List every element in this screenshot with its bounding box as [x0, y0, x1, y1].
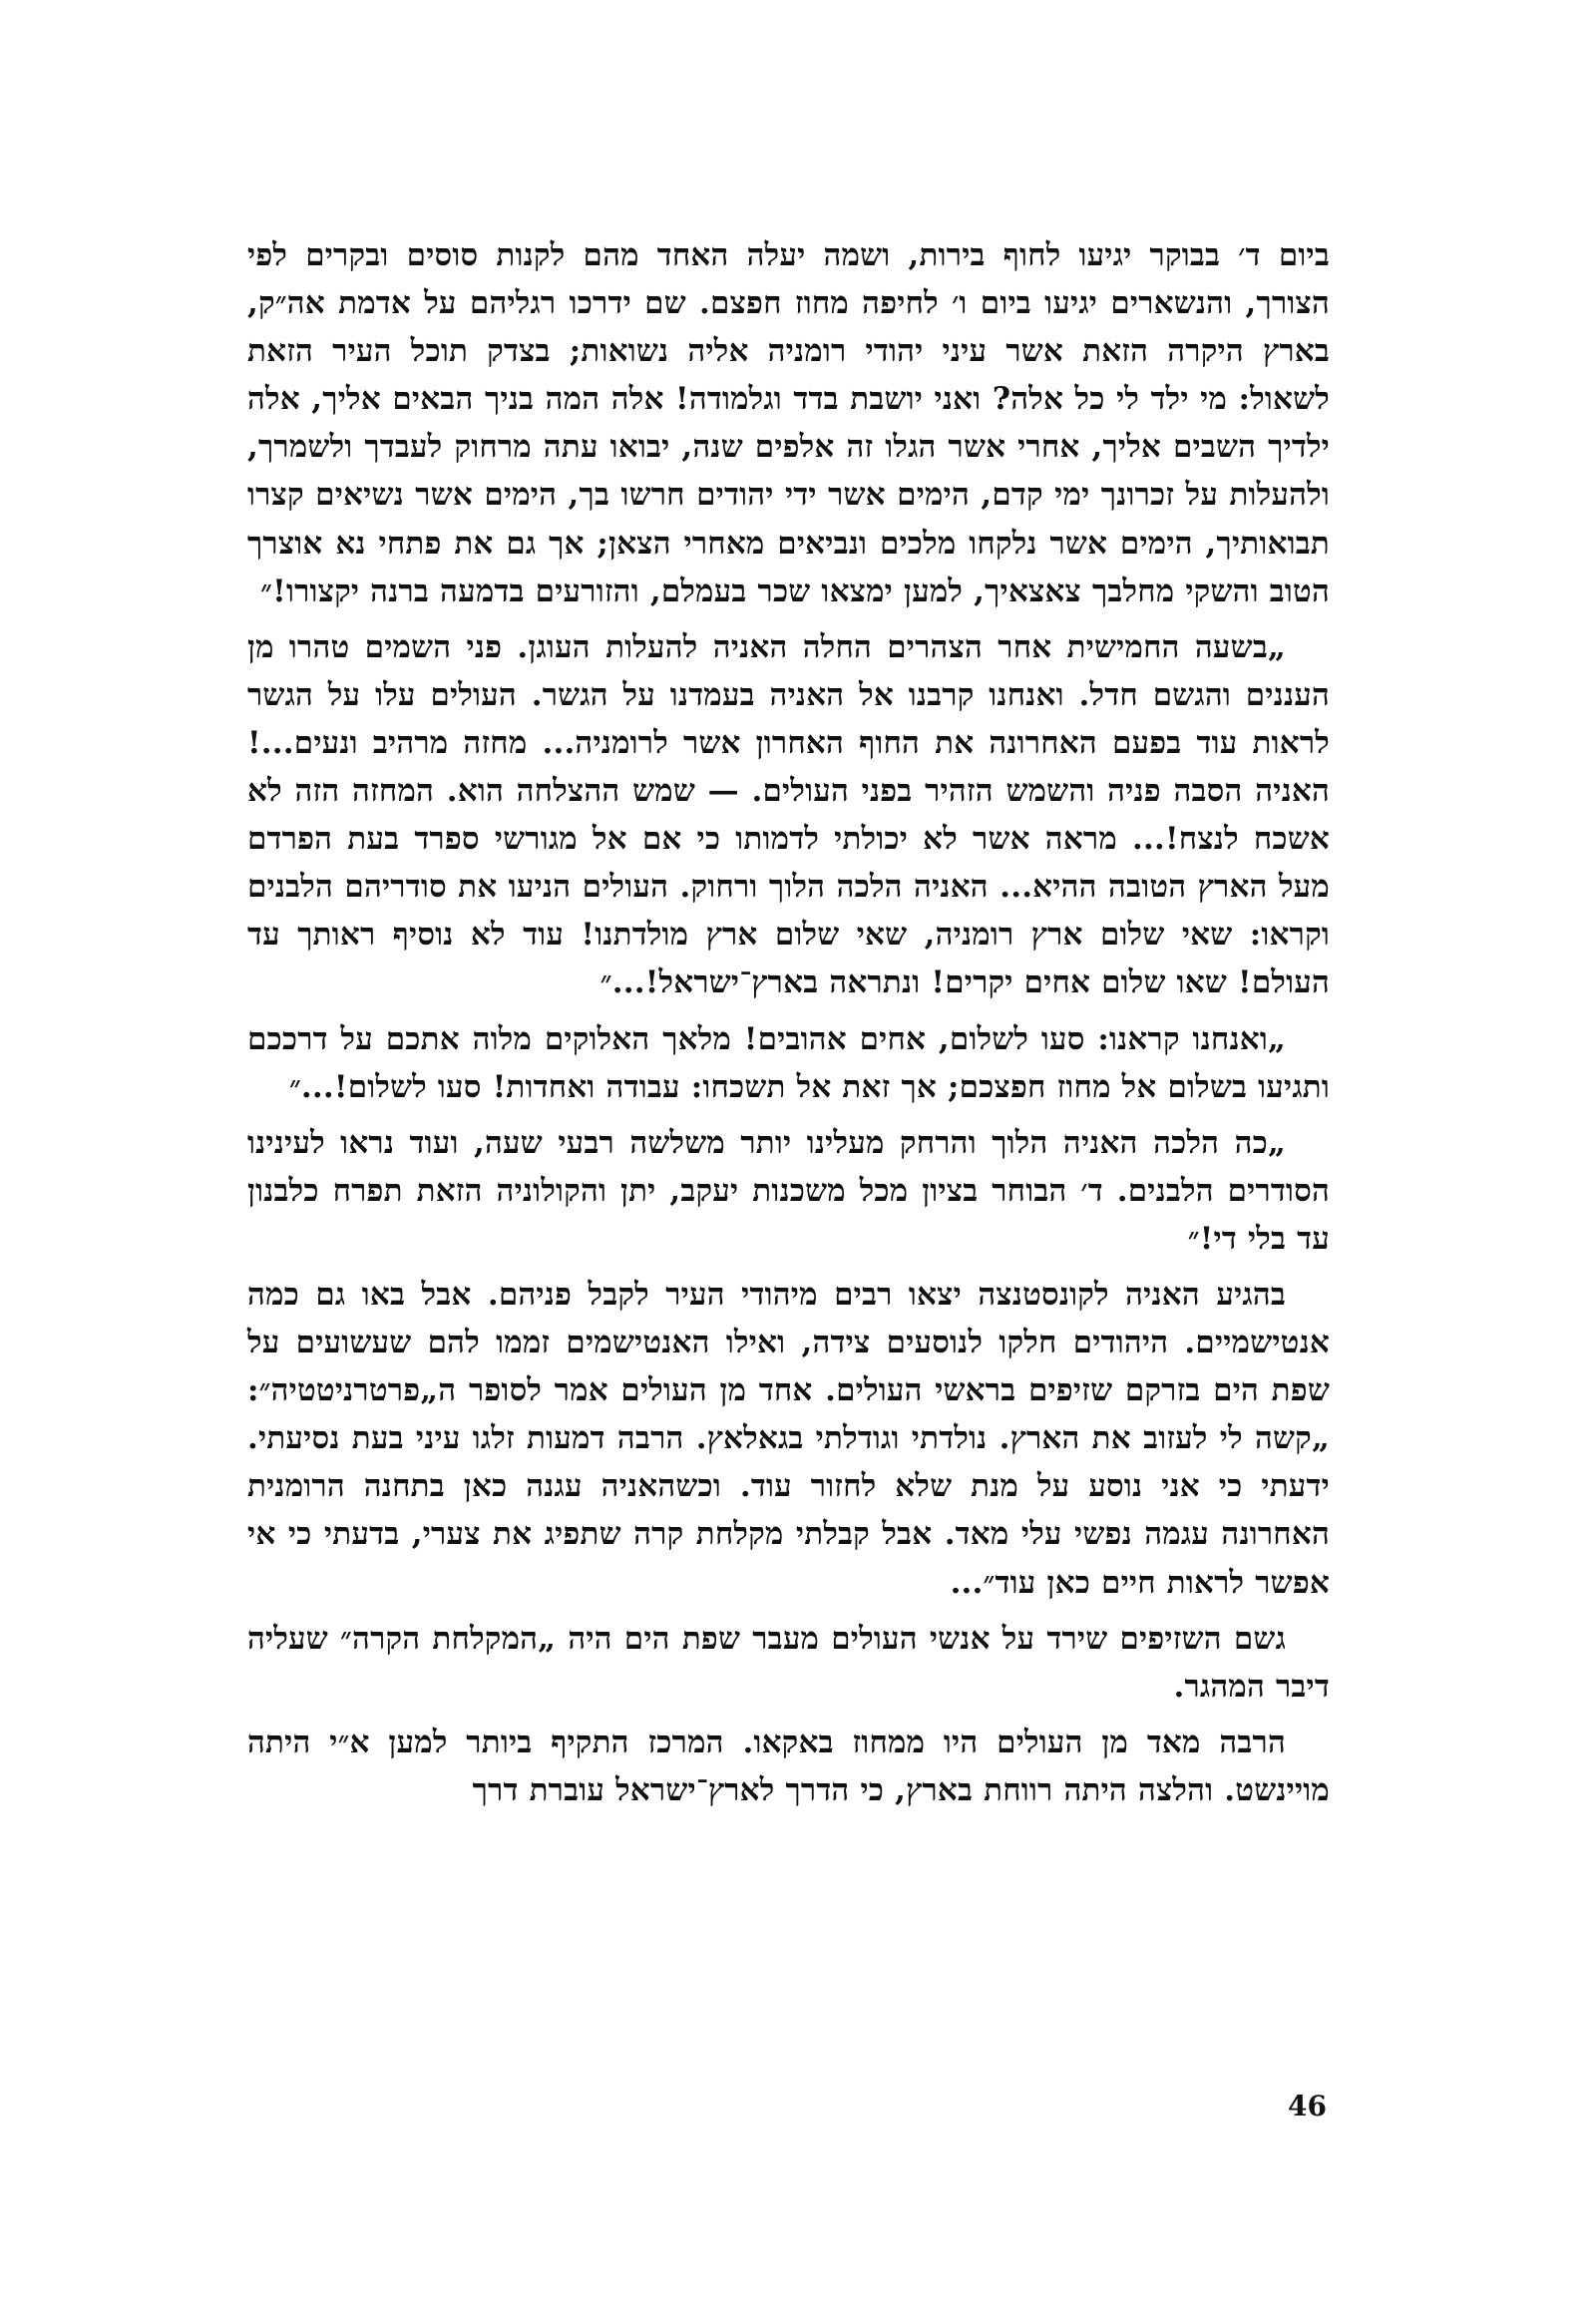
paragraph-4: „כה הלכה האניה הלוך והרחק מעלינו יותר משלשה רבעי שעה, ועוד נראו לעינינו הסודרים הלבנים. ד׳ הבוחר בציון מכל משכנות יעקב, יתן והקולוניה הזאת תפרח כלבנון עד בלי די!״	[247, 1124, 1330, 1257]
paragraph-3: „ואנחנו קראנו: סעו לשלום, אחים אהובים! מלאך האלוקים מלוה אתכם על דרככם ותגיעו בשלום אל מחוז חפצכם; אך זאת אל תשכחו: עבודה ואחדות! סעו לשלום!...״	[247, 1020, 1330, 1105]
paragraph-6: גשם השזיפים שירד על אנשי העולים מעבר שפת הים היה „המקלחת הקרה״ שעליה דיבר המהגר.	[247, 1620, 1330, 1705]
body-text	[247, 231, 1330, 1814]
paragraph-2: „בשעה החמישית אחר הצהרים החלה האניה להעלות העוגן. פני השמים טהרו מן העננים והגשם חדל. ואנחנו קרבנו אל האניה בעמדנו על הגשר. העולים עלו על הגשר לראות עוד בפעם האחרונה את החוף האחרון אשר לרומניה... מחזה מרהיב ונעים...! האניה הסבה פניה והשמש הזהיר בפני העולים. — שמש ההצלחה הוא. המחזה הזה לא אשכח לנצח!... מראה אשר לא יכולתי לדמותו כי אם אל מגורשי ספרד בעת הפרדם מעל הארץ הטובה ההיא... האניה הלכה הלוך ורחוק. העולים הניעו את סודריהם הלבנים וקראו: שאי שלום ארץ רומניה, שאי שלום ארץ מולדתנו! עוד לא נוסיף ראותך עד העולם! שאו שלום אחים יקרים! ונתראה בארץ־ישראל!...״	[247, 628, 1330, 1001]
paragraph-7: הרבה מאד מן העולים היו ממחוז באקאו. המרכז התקיף ביותר למען א״י היתה מויינשט. והלצה היתה רווחת בארץ, כי הדרך לארץ־ישראל עוברת דרך	[247, 1724, 1330, 1808]
paragraph-5: בהגיע האניה לקונסטנצה יצאו רבים מיהודי העיר לקבל פניהם. אבל באו גם כמה אנטישמיים. היהודים חלקו לנוסעים צידה, ואילו האנטישמים זממו להם שעשועים על שפת הים בזרקם שזיפים בראשי העולים. אחד מן העולים אמר לסופר ה„פרטרניטטיה״: „קשה לי לעזוב את הארץ. נולדתי וגודלתי בגאלאץ. הרבה דמעות זלגו עיני בעת נסיעתי. ידעתי כי אני נוסע על מנת שלא לחזור עוד. וכשהאניה עגנה כאן בתחנה הרומנית האחרונה עגמה נפשי עלי מאד. אבל קבלתי מקלחת קרה שתפיג את צערי, בדעתי כי אי אפשר לראות חיים כאן עוד״...	[247, 1276, 1330, 1601]
page-number: 46	[1288, 2090, 1327, 2122]
paragraph-1: ביום ד׳ בבוקר יגיעו לחוף בירות, ושמה יעלה האחד מהם לקנות סוסים ובקרים לפי הצורך, והנשארים יגיעו ביום ו׳ לחיפה מחוז חפצם. שם ידרכו רגליהם על אדמת אה״ק, בארץ היקרה הזאת אשר עיני יהודי רומניה אליה נשואות; בצדק תוכל העיר הזאת לשאול: מי ילד לי כל אלה? ואני יושבת בדד וגלמודה! אלה המה בניך הבאים אליך, אלה ילדיך השבים אליך, אחרי אשר הגלו זה אלפים שנה, יבואו עתה מרחוק לעבדך ולשמרך, ולהעלות על זכרונך ימי קדם, הימים אשר ידי יהודים חרשו בך, הימים אשר נשיאים קצרו תבואותיך, הימים אשר נלקחו מלכים ונביאים מאחרי הצאן; אך גם את פתחי נא אוצרך הטוב והשקי מחלבך צאצאיך, למען ימצאו שכר בעמלם, והזורעים בדמעה ברנה יקצורו!״	[247, 237, 1330, 609]
